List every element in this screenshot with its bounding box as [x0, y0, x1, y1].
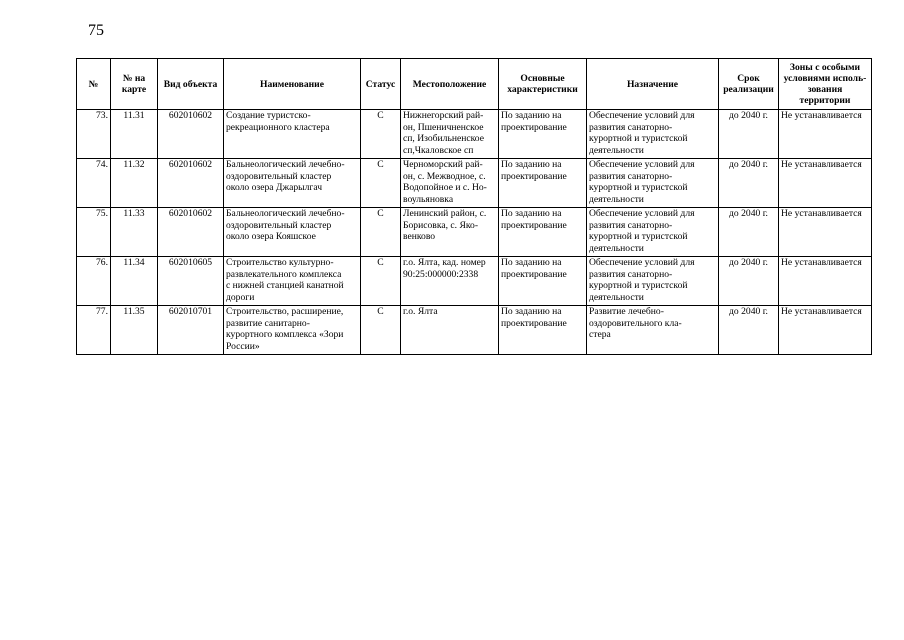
cell-characteristics: По заданию на проектирование: [499, 306, 587, 355]
cell-object-type: 602010605: [158, 257, 224, 306]
objects-table: [76, 58, 872, 355]
header-characteristics: Основные характеристики: [499, 59, 587, 110]
header-term: Срок реализации: [719, 59, 779, 110]
header-location: Местоположение: [401, 59, 499, 110]
cell-location: Нижнегорский рай- он, Пшеничненское сп, Изобильненское сп,Чкаловское сп: [401, 110, 499, 159]
cell-num: 74.: [77, 159, 111, 208]
cell-name: Создание туристско- рекреационного кластера: [224, 110, 361, 159]
cell-num: 73.: [77, 110, 111, 159]
header-num: №: [77, 59, 111, 110]
header-name: Наименование: [224, 59, 361, 110]
table-row: [77, 257, 872, 306]
cell-purpose: Обеспечение условий для развития санаторно- курортной и туристской деятельности: [587, 257, 719, 306]
cell-object-type: 602010602: [158, 208, 224, 257]
cell-characteristics: По заданию на проектирование: [499, 159, 587, 208]
header-status: Статус: [361, 59, 401, 110]
header-zones: Зоны с особыми условиями исполь- зования территории: [779, 59, 872, 110]
cell-characteristics: По заданию на проектирование: [499, 257, 587, 306]
table-row: [77, 110, 872, 159]
header-purpose: Назначение: [587, 59, 719, 110]
cell-object-type: 602010602: [158, 159, 224, 208]
cell-num: 76.: [77, 257, 111, 306]
header-map-num: № на карте: [111, 59, 158, 110]
cell-term: до 2040 г.: [719, 208, 779, 257]
header-object-type: Вид объекта: [158, 59, 224, 110]
cell-characteristics: По заданию на проектирование: [499, 208, 587, 257]
cell-purpose: Развитие лечебно- оздоровительного кла- стера: [587, 306, 719, 355]
cell-name: Строительство, расширение, развитие санитарно- курортного комплекса «Зори России»: [224, 306, 361, 355]
cell-zones: Не устанавливается: [779, 257, 872, 306]
cell-location: г.о. Ялта: [401, 306, 499, 355]
cell-location: Черноморский рай- он, с. Межводное, с. Водопойное и с. Но- воульяновка: [401, 159, 499, 208]
cell-zones: Не устанавливается: [779, 208, 872, 257]
cell-term: до 2040 г.: [719, 306, 779, 355]
cell-status: С: [361, 110, 401, 159]
cell-purpose: Обеспечение условий для развития санаторно- курортной и туристской деятельности: [587, 159, 719, 208]
cell-status: С: [361, 208, 401, 257]
table-row: [77, 208, 872, 257]
cell-status: С: [361, 306, 401, 355]
cell-term: до 2040 г.: [719, 110, 779, 159]
cell-map-num: 11.31: [111, 110, 158, 159]
cell-term: до 2040 г.: [719, 257, 779, 306]
cell-object-type: 602010701: [158, 306, 224, 355]
header-row: [77, 59, 872, 110]
cell-map-num: 11.35: [111, 306, 158, 355]
page-number: 75: [88, 22, 104, 39]
table-row: [77, 306, 872, 355]
cell-status: С: [361, 159, 401, 208]
table-row: [77, 159, 872, 208]
cell-purpose: Обеспечение условий для развития санаторно- курортной и туристской деятельности: [587, 208, 719, 257]
cell-location: г.о. Ялта, кад. номер 90:25:000000:2338: [401, 257, 499, 306]
cell-zones: Не устанавливается: [779, 159, 872, 208]
cell-map-num: 11.33: [111, 208, 158, 257]
cell-map-num: 11.32: [111, 159, 158, 208]
cell-num: 75.: [77, 208, 111, 257]
cell-object-type: 602010602: [158, 110, 224, 159]
cell-name: Бальнеологический лечебно- оздоровительный кластер около озера Кояшское: [224, 208, 361, 257]
cell-num: 77.: [77, 306, 111, 355]
cell-purpose: Обеспечение условий для развития санаторно- курортной и туристской деятельности: [587, 110, 719, 159]
cell-name: Бальнеологический лечебно- оздоровительный кластер около озера Джарылгач: [224, 159, 361, 208]
cell-location: Ленинский район, с. Борисовка, с. Яко- венково: [401, 208, 499, 257]
cell-characteristics: По заданию на проектирование: [499, 110, 587, 159]
cell-zones: Не устанавливается: [779, 306, 872, 355]
cell-term: до 2040 г.: [719, 159, 779, 208]
cell-zones: Не устанавливается: [779, 110, 872, 159]
cell-status: С: [361, 257, 401, 306]
cell-map-num: 11.34: [111, 257, 158, 306]
cell-name: Строительство культурно- развлекательного комплекса с нижней станцией канатной дороги: [224, 257, 361, 306]
